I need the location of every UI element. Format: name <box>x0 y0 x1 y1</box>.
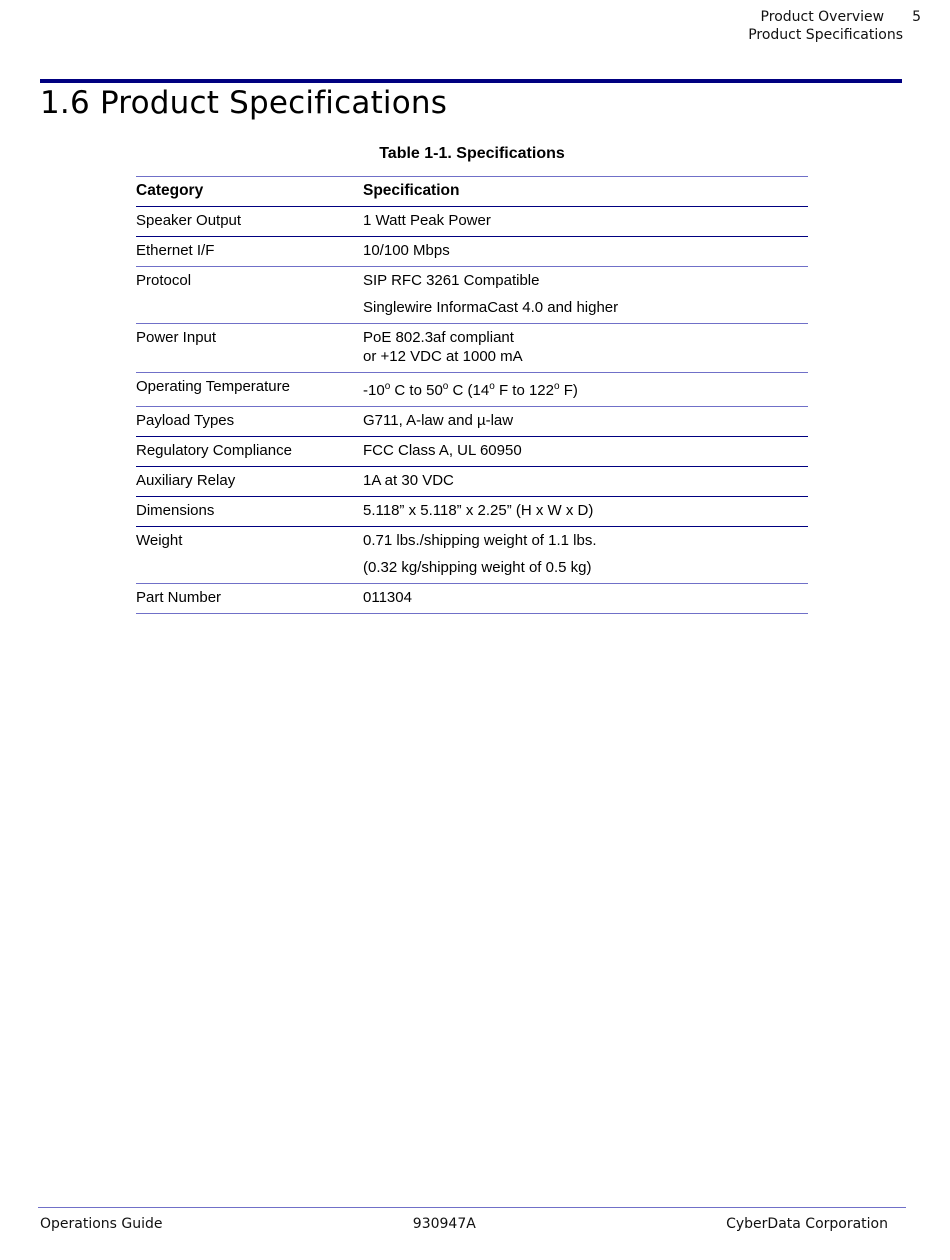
table-row <box>136 267 808 324</box>
table-header-row <box>136 177 808 207</box>
table-row <box>136 437 808 467</box>
row-category: Speaker Output <box>136 212 242 229</box>
table-row <box>136 497 808 527</box>
page-number: 5 <box>912 9 921 25</box>
row-category: Power Input <box>136 329 217 346</box>
column-header-specification: Specification <box>363 182 460 199</box>
specification-line: 10/100 Mbps <box>363 242 450 259</box>
table-row <box>136 324 808 373</box>
row-specification <box>363 584 808 614</box>
specification-line: (0.32 kg/shipping weight of 0.5 kg) <box>363 559 592 576</box>
table-body <box>136 207 808 614</box>
row-category: Weight <box>136 532 183 549</box>
specifications-table <box>136 176 808 614</box>
row-specification <box>363 207 808 237</box>
specification-line: 0.71 lbs./shipping weight of 1.1 lbs. <box>363 532 597 549</box>
row-specification <box>363 373 808 407</box>
column-header-category: Category <box>136 182 204 199</box>
specification-line: or +12 VDC at 1000 mA <box>363 348 523 365</box>
row-specification <box>363 237 808 267</box>
specification-line: 5.118” x 5.118” x 2.25” (H x W x D) <box>363 502 594 519</box>
row-category: Dimensions <box>136 502 215 519</box>
specification-line: 1 Watt Peak Power <box>363 212 491 229</box>
table-row <box>136 527 808 584</box>
specification-line: FCC Class A, UL 60950 <box>363 442 522 459</box>
table-row <box>136 237 808 267</box>
table-caption: Table 1-1. Specifications <box>379 145 565 162</box>
section-title: 1.6 Product Specifications <box>40 85 448 121</box>
row-category: Part Number <box>136 589 222 606</box>
row-category: Payload Types <box>136 412 235 429</box>
row-specification <box>363 467 808 497</box>
row-specification <box>363 527 808 584</box>
footer-rule <box>38 1207 906 1208</box>
specification-line: 1A at 30 VDC <box>363 472 454 489</box>
specification-line: 011304 <box>363 589 412 606</box>
specification-line: SIP RFC 3261 Compatible <box>363 272 540 289</box>
row-category: Ethernet I/F <box>136 242 215 259</box>
header-section: Product Specifications <box>748 27 903 43</box>
page-footer <box>40 1216 888 1232</box>
title-rule <box>40 79 902 83</box>
row-specification <box>363 267 808 324</box>
running-header <box>748 8 921 44</box>
table-row <box>136 373 808 407</box>
row-specification <box>363 324 808 373</box>
specification-line: PoE 802.3af compliant <box>363 329 514 346</box>
footer-guide: Operations Guide <box>40 1216 163 1232</box>
specification-line: G711, A-law and µ-law <box>363 412 514 429</box>
row-category: Operating Temperature <box>136 378 290 395</box>
specification-line: Singlewire InformaCast 4.0 and higher <box>363 299 619 316</box>
row-category: Regulatory Compliance <box>136 442 292 459</box>
table-row <box>136 467 808 497</box>
row-specification <box>363 407 808 437</box>
specification-line: -10$^o$ C to 50$^o$ C (14$^o$ F to 122$^o$ F) <box>363 381 578 399</box>
table-row <box>136 207 808 237</box>
row-category: Auxiliary Relay <box>136 472 236 489</box>
footer-doc-number: 930947A <box>412 1216 476 1232</box>
header-chapter: Product Overview <box>760 9 885 25</box>
row-category: Protocol <box>136 272 192 289</box>
row-specification <box>363 497 808 527</box>
row-specification <box>363 437 808 467</box>
table-row <box>136 584 808 614</box>
table-row <box>136 407 808 437</box>
footer-company: CyberData Corporation <box>726 1216 888 1232</box>
